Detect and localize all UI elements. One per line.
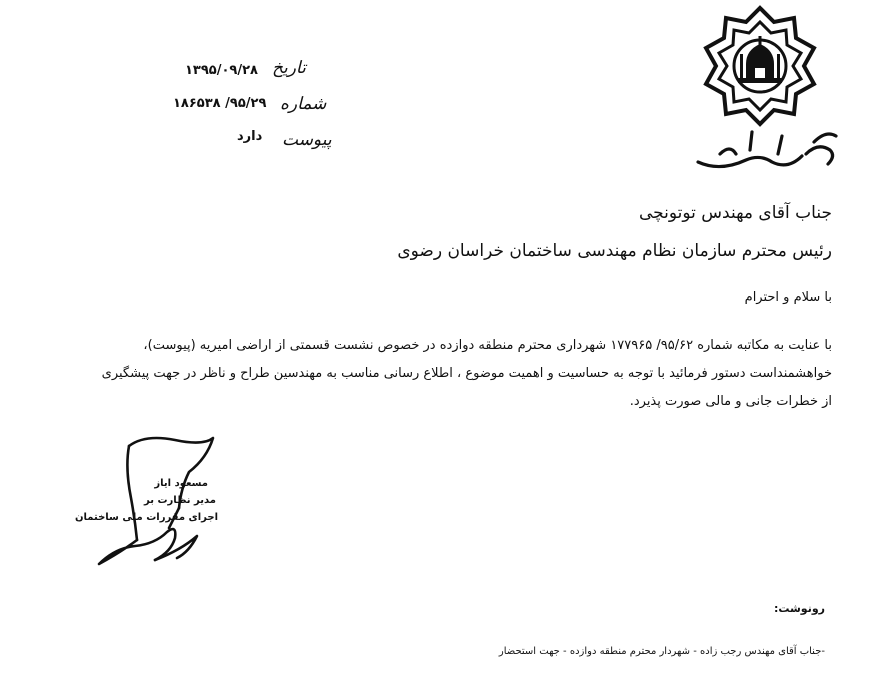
date-label: تاریخ [272,58,306,78]
attachment-value: دارد [237,129,263,144]
cc-title: رونوشت: [773,602,825,615]
date-value: ۱۳۹۵/۰۹/۲۸ [185,63,258,78]
signatory-title: مدیر نظارت بر [144,495,216,506]
body-line: با عنایت به مکاتبه شماره ۹۵/۶۲/ ۱۷۷۹۶۵ شهرداری محترم منطقه دوازده در خصوص نشست قسمتی از اراضی امیریه (پیوست)، [143,338,832,353]
body-line: از خطرات جانی و مالی صورت پذیرد. [629,394,832,409]
signatory-name: مسعود ایاز [154,478,208,489]
attachment-label: پیوست [282,130,332,150]
signatory-department: اجرای مقررات ملی ساختمان [75,512,218,523]
number-value: ۹۵/۲۹/ ۱۸۶۵۳۸ [173,96,267,111]
recipient-name: جناب آقای مهندس توتونچی [638,203,832,223]
mashhad-municipality-logo [690,4,845,184]
cc-line: -جناب آقای مهندس رجب زاده - شهردار محترم منطقه دوازده - جهت استحضار [498,646,825,657]
recipient-title: رئیس محترم سازمان نظام مهندسی ساختمان خراسان رضوی [397,241,832,261]
number-label: شماره [280,94,327,114]
body-line: خواهشمنداست دستور فرمائید با توجه به حساسیت و اهمیت موضوع ، اطلاع رسانی مناسب به مهندسین طراح و ناظر در جهت پیشگیری [101,366,832,381]
letter-body [72,332,832,416]
greeting: با سلام و احترام [744,290,832,305]
